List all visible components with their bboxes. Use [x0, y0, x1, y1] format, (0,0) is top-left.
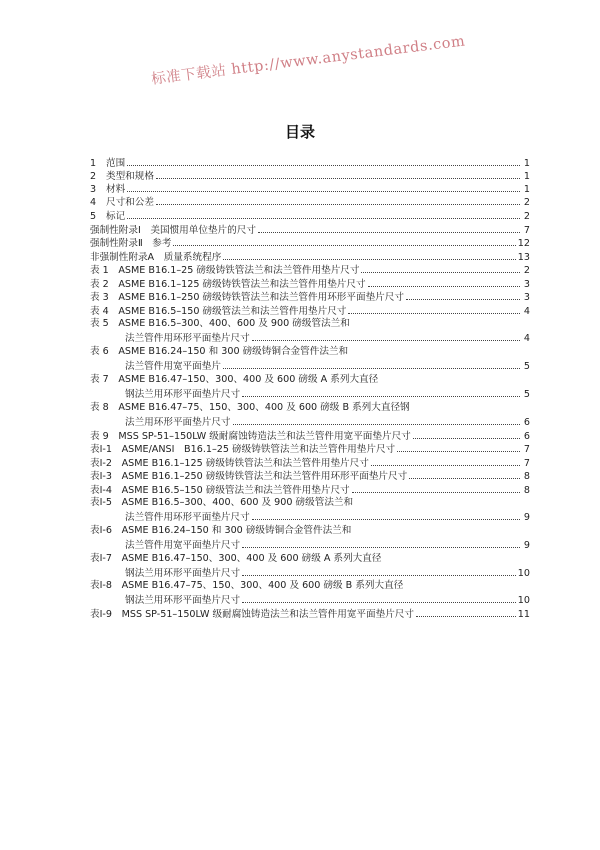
toc-entry[interactable] — [90, 401, 530, 429]
toc-entry-label: 表Ⅰ-9 MSS SP-51–150LW 级耐腐蚀铸造法兰和法兰管件用宽平面垫片尺寸 — [90, 609, 414, 620]
toc-entry-label: 表Ⅰ-8 ASME B16.47–75、150、300、400 及 600 磅级 B 系列大直径 — [90, 580, 404, 591]
toc-entry-label: 表Ⅰ-1 ASME/ANSI B16.1–25 磅级铸铁管法兰和法兰管件用垫片尺寸 — [90, 444, 396, 455]
toc-entry[interactable] — [90, 468, 530, 483]
toc-leader-dots — [242, 565, 516, 576]
toc-leader-dots — [223, 249, 515, 260]
toc-entry-label: 表Ⅰ-7 ASME B16.47–150、300、400 及 600 磅级 A 系列大直径 — [90, 553, 382, 564]
toc-leader-dots — [156, 194, 520, 205]
toc-entry[interactable] — [90, 345, 530, 373]
toc-leader-dots — [173, 235, 515, 246]
toc-entry[interactable] — [90, 552, 530, 580]
toc-page-number: 7 — [523, 225, 530, 236]
toc-page-number: 1 — [523, 171, 530, 182]
toc-entry-label: 表 7 ASME B16.47–150、300、400 及 600 磅级 A 系列大直径 — [90, 374, 379, 385]
toc-entry-number: 3 — [90, 184, 97, 195]
toc-entry-continuation: 法兰管件用宽平面垫片尺寸 — [125, 540, 241, 551]
toc-page-number: 8 — [523, 471, 530, 482]
toc-leader-dots — [233, 414, 520, 425]
toc-page-number: 1 — [523, 184, 530, 195]
toc-entry-label: 表Ⅰ-2 ASME B16.1–125 磅级铸铁管法兰和法兰管件用垫片尺寸 — [90, 458, 369, 469]
toc-leader-dots — [127, 208, 520, 219]
toc-page-number: 8 — [523, 485, 530, 496]
toc-page-number: 7 — [523, 458, 530, 469]
toc-entry-label: 表 9 MSS SP-51–150LW 级耐腐蚀铸造法兰和法兰管件用宽平面垫片尺寸 — [90, 431, 411, 442]
toc-entry-label: 表 3 ASME B16.1–250 磅级铸铁管法兰和法兰管件用环形平面垫片尺寸 — [90, 292, 404, 303]
toc-entry[interactable] — [90, 441, 530, 456]
toc-leader-dots — [368, 276, 520, 287]
toc-entry-label: 表Ⅰ-3 ASME B16.1–250 磅级铸铁管法兰和法兰管件用环形平面垫片尺寸 — [90, 471, 408, 482]
toc-leader-dots — [156, 168, 520, 179]
toc-page-number: 10 — [517, 568, 530, 579]
toc-leader-dots — [397, 441, 520, 452]
toc-page-number: 2 — [523, 197, 530, 208]
toc-entry-label: 表 6 ASME B16.24–150 和 300 磅级铸铜合金管件法兰和 — [90, 346, 349, 357]
toc-leader-dots — [371, 455, 520, 466]
toc-leader-dots — [406, 289, 520, 300]
toc-leader-dots — [416, 606, 516, 617]
toc-page-number: 13 — [517, 252, 530, 263]
toc-entry-label: 材料 — [106, 184, 126, 195]
toc-page-number: 1 — [523, 158, 530, 169]
toc-entry-label: 表 1 ASME B16.1–25 磅级铸铁管法兰和法兰管件用垫片尺寸 — [90, 265, 360, 276]
toc-entry-label: 强制性附录Ⅱ 参考 — [90, 238, 172, 249]
toc-page-number: 4 — [523, 306, 530, 317]
toc-entry-label: 非强制性附录A 质量系统程序 — [90, 252, 222, 263]
toc-entry-number: 1 — [90, 158, 97, 169]
toc-entry-label: 表Ⅰ-6 ASME B16.24–150 和 300 磅级铸铜合金管件法兰和 — [90, 525, 352, 536]
toc-entry[interactable] — [90, 303, 530, 318]
toc-entry[interactable] — [90, 289, 530, 304]
toc-entry-label: 表Ⅰ-4 ASME B16.5–150 磅级管法兰和法兰管件用垫片尺寸 — [90, 485, 350, 496]
toc-page-number: 6 — [523, 431, 530, 442]
toc-leader-dots — [223, 358, 520, 369]
toc-page-number: 5 — [523, 361, 530, 372]
watermark-text: 标准下载站 http://www.anystandards.com — [150, 33, 467, 88]
toc-page-number: 2 — [523, 265, 530, 276]
toc-leader-dots — [252, 509, 520, 520]
toc-leader-dots — [361, 262, 520, 273]
toc-leader-dots — [242, 537, 520, 548]
toc-page-number: 12 — [517, 238, 530, 249]
toc-page-number: 5 — [523, 389, 530, 400]
toc-entry[interactable] — [90, 606, 530, 621]
toc-page-number: 3 — [523, 279, 530, 290]
toc-entry[interactable] — [90, 579, 530, 607]
toc-entry[interactable] — [90, 235, 530, 250]
toc-entry[interactable] — [90, 524, 530, 552]
toc-page-number: 4 — [523, 333, 530, 344]
toc-page-number: 7 — [523, 444, 530, 455]
toc-entry[interactable] — [90, 317, 530, 345]
toc-leader-dots — [413, 428, 520, 439]
toc-entry[interactable] — [90, 208, 530, 223]
toc-entry-label: 表 2 ASME B16.1–125 磅级铸铁管法兰和法兰管件用垫片尺寸 — [90, 279, 366, 290]
toc-entry-label: 标记 — [106, 211, 126, 222]
toc-entry-label: 类型和规格 — [106, 171, 154, 182]
toc-leader-dots — [127, 181, 520, 192]
toc-entry-continuation: 法兰管件用宽平面垫片 — [125, 361, 221, 372]
toc-leader-dots — [242, 386, 520, 397]
toc-leader-dots — [348, 303, 520, 314]
toc-entry-label: 表 4 ASME B16.5–150 磅级管法兰和法兰管件用垫片尺寸 — [90, 306, 347, 317]
toc-entry-number: 5 — [90, 211, 97, 222]
toc-entry-number: 4 — [90, 197, 97, 208]
toc-leader-dots — [352, 482, 520, 493]
toc-page-number: 9 — [523, 512, 530, 523]
toc-entry-label: 强制性附录Ⅰ 美国惯用单位垫片的尺寸 — [90, 225, 256, 236]
toc-entry-continuation: 法兰用环形平面垫片尺寸 — [125, 417, 231, 428]
page-title: 目录 — [284, 123, 315, 141]
toc-entry-label: 表Ⅰ-5 ASME B16.5–300、400、600 及 900 磅级管法兰和 — [90, 497, 354, 508]
toc-entry-continuation: 钢法兰用环形平面垫片尺寸 — [125, 568, 241, 579]
toc-entry-label: 表 5 ASME B16.5–300、400、600 及 900 磅级管法兰和 — [90, 318, 350, 329]
toc-page-number: 11 — [517, 609, 530, 620]
toc-entry-label: 表 8 ASME B16.47–75、150、300、400 及 600 磅级 B 系列大直径钢 — [90, 402, 410, 413]
toc-entry-continuation: 钢法兰用环形平面垫片尺寸 — [125, 389, 241, 400]
toc-leader-dots — [252, 330, 520, 341]
toc-entry-continuation: 法兰管件用环形平面垫片尺寸 — [125, 512, 250, 523]
toc-leader-dots — [409, 468, 520, 479]
toc-page-number: 9 — [523, 540, 530, 551]
toc-leader-dots — [127, 155, 520, 166]
toc-page-number: 10 — [517, 595, 530, 606]
toc-entry-continuation: 钢法兰用环形平面垫片尺寸 — [125, 595, 241, 606]
toc-entry[interactable] — [90, 482, 530, 497]
toc-entry[interactable] — [90, 262, 530, 277]
toc-entry-label: 尺寸和公差 — [106, 197, 154, 208]
toc-entry-label: 范围 — [106, 158, 126, 169]
toc-entry[interactable] — [90, 496, 530, 524]
toc-leader-dots — [258, 222, 520, 233]
toc-page-number: 3 — [523, 292, 530, 303]
toc-entry-number: 2 — [90, 171, 97, 182]
toc-page-number: 2 — [523, 211, 530, 222]
toc-entry[interactable] — [90, 373, 530, 401]
toc-entry-continuation: 法兰管件用环形平面垫片尺寸 — [125, 333, 250, 344]
toc-leader-dots — [242, 592, 516, 603]
toc-page-number: 6 — [523, 417, 530, 428]
toc-entry[interactable] — [90, 194, 530, 209]
